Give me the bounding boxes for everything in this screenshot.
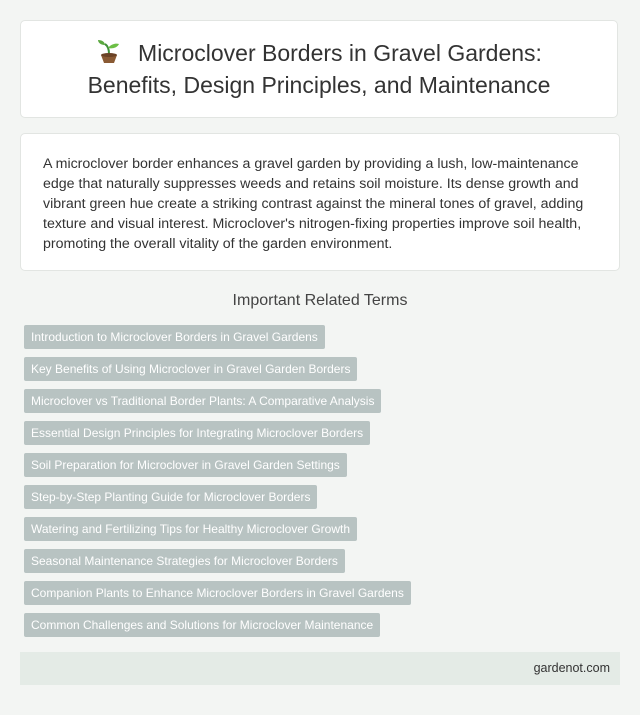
footer-site-link[interactable]: gardenot.com [533,661,610,675]
title-card [20,20,618,118]
related-terms-heading: Important Related Terms [232,292,408,309]
title-line-1: Microclover Borders in Gravel Gardens: [138,40,542,66]
sprout-icon [96,40,122,64]
related-term-link[interactable]: Watering and Fertilizing Tips for Healthy Microclover Growth [24,517,357,541]
related-term-link[interactable]: Microclover vs Traditional Border Plants: A Comparative Analysis [24,389,381,413]
page-title [68,37,571,101]
related-term-link[interactable]: Common Challenges and Solutions for Microclover Maintenance [24,613,380,637]
related-term-link[interactable]: Companion Plants to Enhance Microclover Borders in Gravel Gardens [24,581,411,605]
summary-text: A microclover border enhances a gravel garden by providing a lush, low-maintenance edge that naturally suppresses weeds and retains soil moisture. Its dense growth and vibrant green hue create a striking contrast against the mineral tones of gravel, adding texture and visual interest. Microclover's nitrogen-fixing properties improve soil health, promoting the overall vitality of the garden environment. [43,156,584,252]
footer [20,652,620,685]
related-term-link[interactable]: Essential Design Principles for Integrating Microclover Borders [24,421,370,445]
title-line-2: Benefits, Design Principles, and Maintenance [87,72,551,98]
related-term-link[interactable]: Key Benefits of Using Microclover in Gravel Garden Borders [24,357,357,381]
related-term-link[interactable]: Introduction to Microclover Borders in Gravel Gardens [24,325,325,349]
summary-card [20,133,620,271]
related-term-link[interactable]: Seasonal Maintenance Strategies for Microclover Borders [24,549,345,573]
related-term-link[interactable]: Step-by-Step Planting Guide for Microclover Borders [24,485,317,509]
related-terms-list [24,325,624,645]
related-term-link[interactable]: Soil Preparation for Microclover in Gravel Garden Settings [24,453,347,477]
